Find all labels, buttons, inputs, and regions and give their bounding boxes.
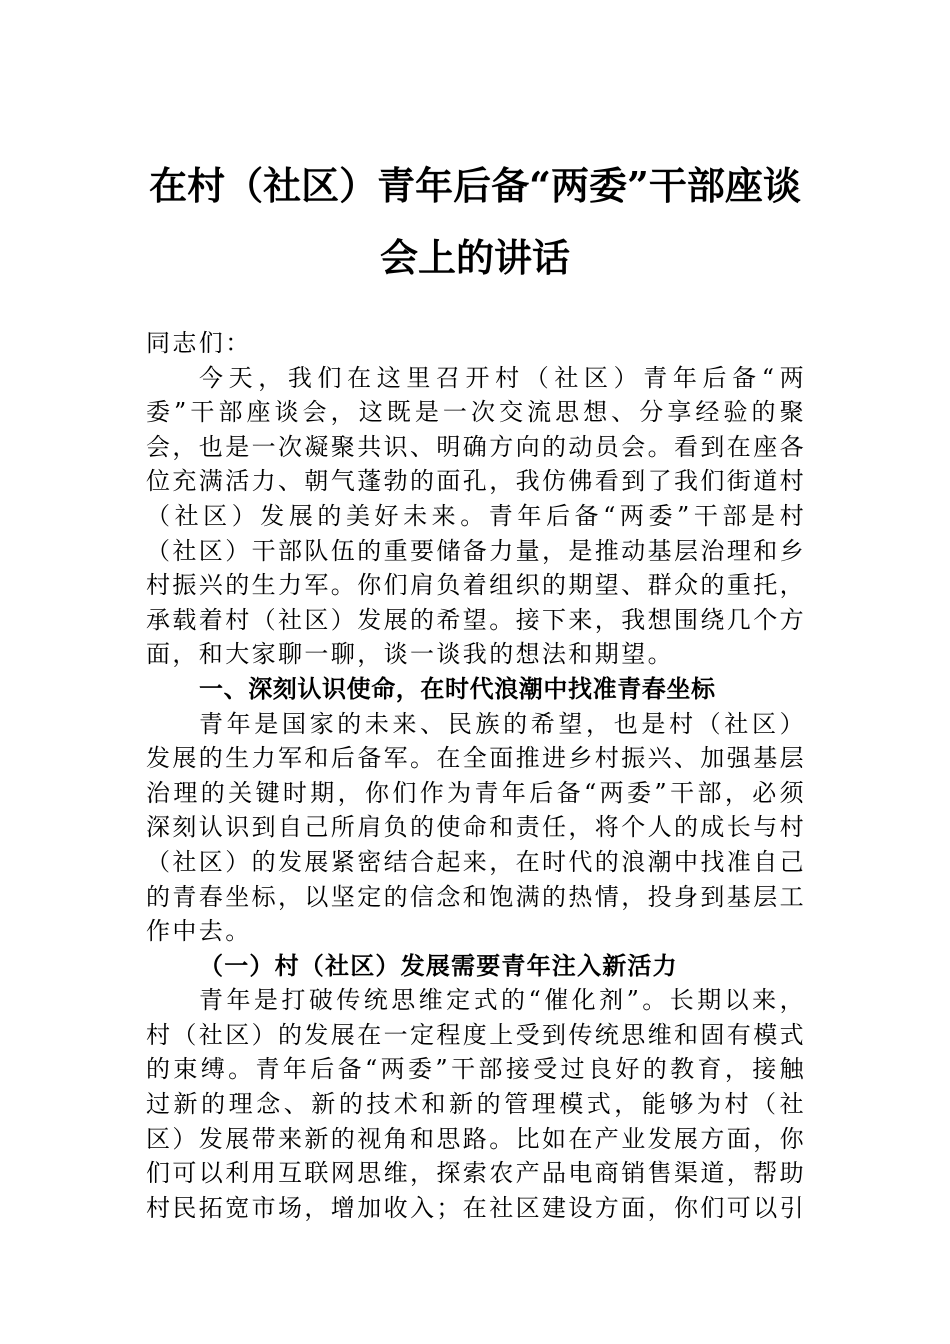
document-title bbox=[120, 150, 830, 294]
title-line-2: 会上的讲话 bbox=[379, 235, 570, 280]
paragraph-intro: 今天，我们在这里召开村（社区）青年后备“两委”干部座谈会，这既是一次交流思想、分享经验的聚会，也是一次凝聚共识、明确方向的动员会。看到在座各位充满活力、朝气蓬勃的面孔，我仿佛看到了我们街道村（社区）发展的美好未来。青年后备“两委”干部是村（社区）干部队伍的重要储备力量，是推动基层治理和乡村振兴的生力军。你们肩负着组织的期望、群众的重托，承载着村（社区）发展的希望。接下来，我想围绕几个方面，和大家聊一聊，谈一谈我的想法和期望。 bbox=[146, 363, 806, 669]
subsection-heading-1-1: （一）村（社区）发展需要青年注入新活力 bbox=[199, 950, 678, 980]
paragraph-subsection-1-1: 青年是打破传统思维定式的“催化剂”。长期以来，村（社区）的发展在一定程度上受到传统思维和固有模式的束缚。青年后备“两委”干部接受过良好的教育，接触过新的理念、新的技术和新的管理模式，能够为村（社区）发展带来新的视角和思路。比如在产业发展方面，你们可以利用互联网思维，探索农产品电商销售渠道，帮助村民拓宽市场，增加收入；在社区建设方面，你们可以引 bbox=[146, 986, 806, 1222]
title-line-1: 在村（社区）青年后备“两委”干部座谈 bbox=[149, 163, 801, 208]
section-heading-1: 一、深刻认识使命，在时代浪潮中找准青春坐标 bbox=[199, 674, 716, 703]
document-body bbox=[146, 326, 806, 1225]
paragraph-section-1: 青年是国家的未来、民族的希望，也是村（社区）发展的生力军和后备军。在全面推进乡村振兴、加强基层治理的关键时期，你们作为青年后备“两委”干部，必须深刻认识到自己所肩负的使命和责任，将个人的成长与村（社区）的发展紧密结合起来，在时代的浪潮中找准自己的青春坐标，以坚定的信念和饱满的热情，投身到基层工作中去。 bbox=[146, 709, 806, 946]
salutation: 同志们： bbox=[146, 329, 252, 357]
